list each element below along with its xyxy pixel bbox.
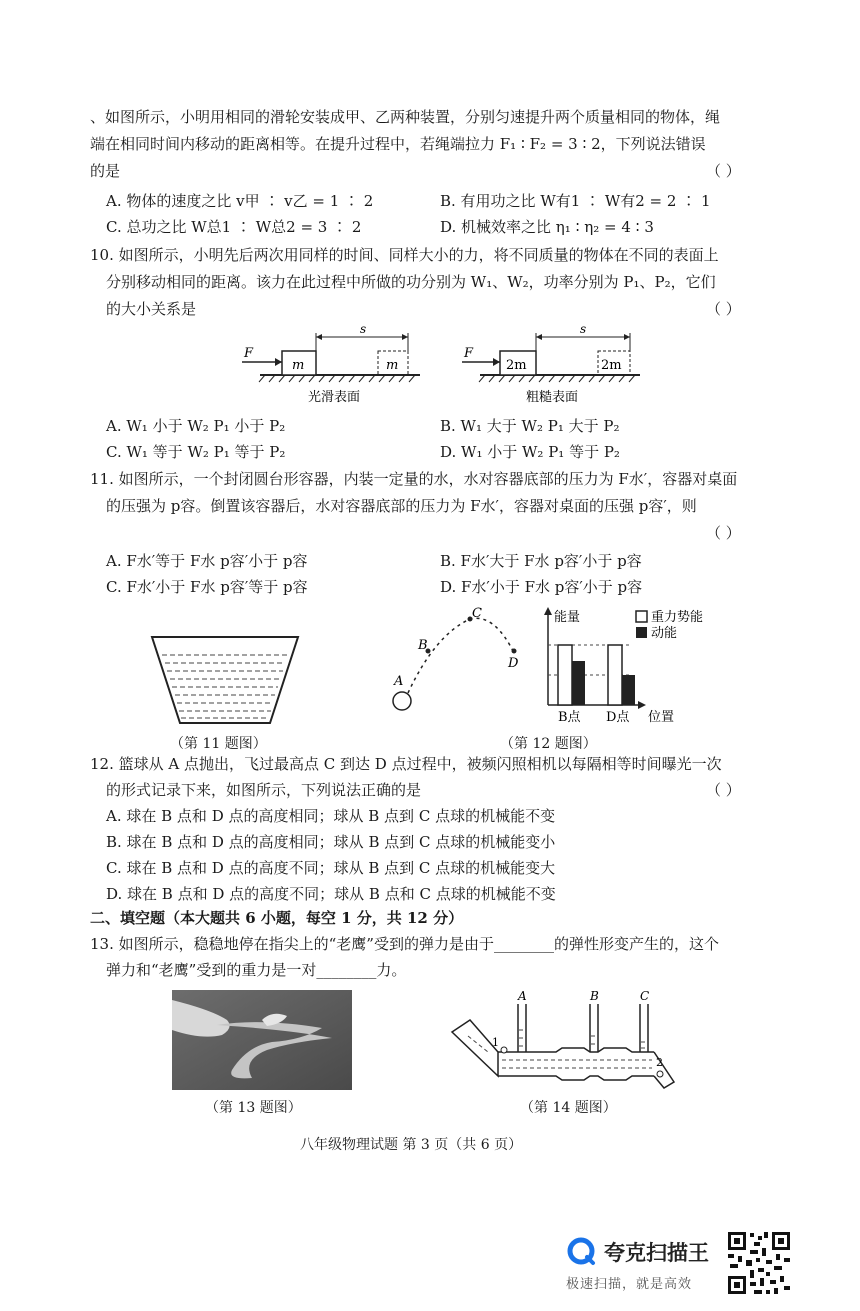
q10-distance-label-1: s	[360, 325, 367, 336]
q13-line-2: 弹力和“老鹰”受到的重力是一对________力。	[106, 961, 407, 979]
scanner-brand-name: 夸克扫描王	[604, 1241, 709, 1265]
bar-d-potential	[608, 645, 622, 705]
q13-line-1: 13. 如图所示，稳稳地停在指尖上的“老鹰”受到的弹力是由于________的弹性形变产生的，这个	[90, 935, 719, 953]
q10-mass-label-2: 2m	[506, 358, 527, 373]
q10-line-2: 分别移动相同的距离。该力在此过程中所做的功分别为 W₁、W₂，功率分别为 P₁、P₂，它们	[106, 273, 716, 291]
legend-kinetic-label: 动能	[651, 626, 678, 641]
q12-option-c: C. 球在 B 点和 D 点的高度不同；球从 B 点到 C 点球的机械能变大	[106, 859, 556, 877]
q10-smooth-figure	[242, 325, 420, 405]
section-2-heading: 二、填空题（本大题共 6 小题，每空 1 分，共 12 分）	[90, 909, 464, 927]
q11-option-a: A. F水′等于 F水 p容′小于 p容	[106, 552, 308, 570]
x-label-b: B点	[558, 710, 581, 725]
q9-answer-bracket: （ ）	[706, 162, 741, 180]
tube-a-label: A	[518, 990, 527, 1003]
tube-c-label: C	[640, 990, 650, 1003]
point-b-label: B	[418, 638, 428, 653]
q10-line-3: 的大小关系是	[106, 300, 197, 318]
bar-b-kinetic	[572, 661, 585, 705]
q12-line-1: 12. 篮球从 A 点抛出，飞过最高点 C 到达 D 点过程中，被频闪照相机以每隔相等时间曝光一次	[90, 755, 722, 773]
point-c-label: C	[472, 606, 482, 621]
q12-figure	[380, 605, 720, 730]
legend-potential-label: 重力势能	[651, 610, 704, 625]
q9-line-2: 端在相同时间内移动的距离相等。在提升过程中，若绳端拉力 F₁ ∶ F₂ = 3 ∶ 2，下列说法错误	[90, 135, 706, 153]
legend-kinetic-swatch	[636, 627, 647, 638]
q10-option-d: D. W₁ 小于 W₂ P₁ 等于 P₂	[440, 443, 620, 461]
point-2-label: 2	[656, 1056, 663, 1069]
q11-option-c: C. F水′小于 F水 p容′等于 p容	[106, 578, 308, 596]
q10-option-a: A. W₁ 小于 W₂ P₁ 小于 P₂	[106, 417, 286, 435]
q11-figure	[140, 625, 310, 730]
q12-trajectory	[393, 606, 519, 710]
bar-d-kinetic	[622, 675, 635, 705]
q9-option-c: C. 总功之比 W总1 ∶ W总2 = 3 ∶ 2	[106, 218, 362, 236]
q11-figure-caption: （第 11 题图）	[170, 736, 267, 752]
x-label-d: D点	[606, 710, 630, 725]
q10-answer-bracket: （ ）	[706, 300, 741, 318]
q12-option-b: B. 球在 B 点和 D 点的高度相同；球从 B 点到 C 点球的机械能变小	[106, 833, 556, 851]
q9-option-b: B. 有用功之比 W有1 ∶ W有2 = 2 ∶ 1	[440, 192, 711, 210]
q10-surface-label-1: 光滑表面	[308, 390, 361, 405]
point-a-label: A	[394, 674, 404, 689]
q12-answer-bracket: （ ）	[706, 781, 741, 799]
energy-axis-label: 能量	[554, 610, 581, 625]
q12-line-2: 的形式记录下来，如图所示，下列说法正确的是	[106, 781, 422, 799]
q9-line-3: 的是	[90, 162, 121, 180]
q10-line-1: 10. 如图所示，小明先后两次用同样的时间、同样大小的力，将不同质量的物体在不同的表面上	[90, 246, 719, 264]
q11-option-b: B. F水′大于 F水 p容′小于 p容	[440, 552, 642, 570]
q11-line-1: 11. 如图所示，一个封闭圆台形容器，内装一定量的水，水对容器底部的压力为 F水′，容器对桌面	[90, 470, 738, 488]
q10-option-c: C. W₁ 等于 W₂ P₁ 等于 P₂	[106, 443, 286, 461]
q9-option-a: A. 物体的速度之比 v甲 ∶ v乙 = 1 ∶ 2	[106, 192, 374, 210]
tube-b-label: B	[590, 990, 599, 1003]
q11-option-d: D. F水′小于 F水 p容′小于 p容	[440, 578, 643, 596]
q10-mass-label-2b: 2m	[601, 358, 622, 373]
q11-answer-bracket: （ ）	[706, 524, 741, 542]
q14-figure-caption: （第 14 题图）	[520, 1100, 617, 1116]
q10-figure	[230, 325, 650, 405]
page-footer: 八年级物理试题 第 3 页（共 6 页）	[300, 1137, 523, 1153]
q13-photo	[172, 990, 352, 1090]
q14-figure	[448, 990, 688, 1095]
q12-option-d: D. 球在 B 点和 D 点的高度不同；球从 B 点和 C 点球的机械能不变	[106, 885, 556, 903]
q10-surface-label-2: 粗糙表面	[526, 390, 579, 405]
position-axis-label: 位置	[648, 710, 675, 725]
point-1-label: 1	[492, 1036, 499, 1049]
q12-energy-chart	[544, 607, 703, 725]
q10-mass-label-1: m	[292, 358, 305, 373]
q13-figure-caption: （第 13 题图）	[205, 1100, 302, 1116]
q10-distance-label-2: s	[580, 325, 587, 336]
point-d-label: D	[508, 656, 519, 671]
q9-line-1: 、如图所示，小明用相同的滑轮安装成甲、乙两种装置，分别匀速提升两个质量相同的物体，绳	[90, 108, 721, 126]
scanner-slogan: 极速扫描，就是高效	[566, 1277, 693, 1292]
ball-icon	[393, 692, 411, 710]
q12-figure-caption: （第 12 题图）	[500, 736, 597, 752]
scanner-logo-icon	[566, 1236, 596, 1266]
q10-rough-figure	[462, 325, 640, 405]
q10-mass-label-1b: m	[386, 358, 399, 373]
q9-option-d: D. 机械效率之比 η₁ ∶ η₂ = 4 ∶ 3	[440, 218, 654, 236]
q10-option-b: B. W₁ 大于 W₂ P₁ 大于 P₂	[440, 417, 620, 435]
bar-b-potential	[558, 645, 572, 705]
q11-line-2: 的压强为 p容。倒置该容器后，水对容器底部的压力为 F水′，容器对桌面的压强 p容′，则	[106, 497, 697, 515]
q12-option-a: A. 球在 B 点和 D 点的高度相同；球从 B 点到 C 点球的机械能不变	[106, 807, 556, 825]
qr-code-icon	[726, 1230, 792, 1296]
q10-force-label-1: F	[244, 346, 254, 361]
legend-potential-swatch	[636, 611, 647, 622]
q10-force-label-2: F	[464, 346, 474, 361]
